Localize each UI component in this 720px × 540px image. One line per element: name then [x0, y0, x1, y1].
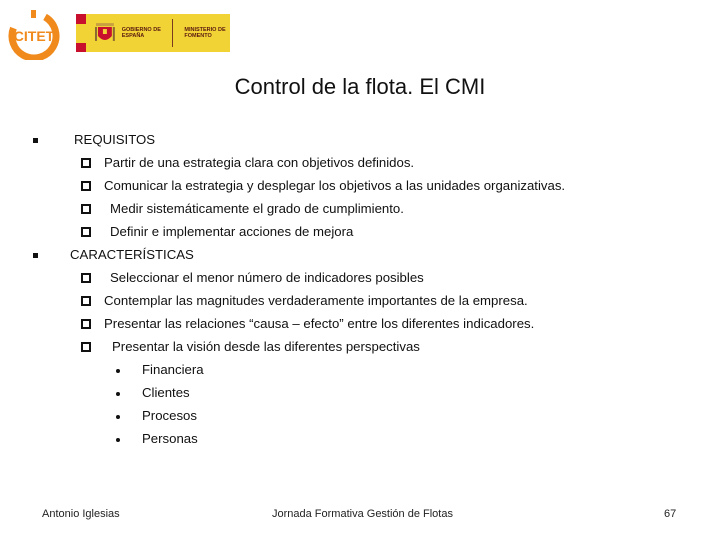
square-bullet-icon [33, 138, 38, 143]
checkbox-bullet-icon [81, 342, 91, 352]
citet-logo-text: CITET [13, 28, 55, 44]
spain-flag-icon [76, 14, 86, 52]
footer-page-number: 67 [664, 508, 677, 520]
round-bullet-icon [116, 438, 120, 442]
round-bullet-icon [116, 369, 120, 373]
checkbox-bullet-icon [81, 158, 91, 168]
checkbox-bullet-icon [81, 319, 91, 329]
round-bullet-icon [116, 392, 120, 396]
gov-text-gobierno: GOBIERNO DE ESPAÑA [121, 27, 161, 39]
slide-title: Control de la flota. El CMI [234, 74, 486, 99]
footer-event: Jornada Formativa Gestión de Flotas [272, 508, 453, 520]
checkbox-bullet-icon [81, 273, 91, 283]
checkbox-bullet-icon [81, 181, 91, 191]
round-bullet-icon [116, 415, 120, 419]
section-label: REQUISITOS [74, 132, 156, 147]
gov-separator [172, 19, 173, 47]
gov-logo [76, 14, 230, 52]
slide: CITET GOBIERNO DE ESPAÑA MINISTERIO DE FOMENTO Control de la flota. El CMI REQUISITOS Partir de una estrategia clara con objetivos definidos. Comunicar la estrategia y desplegar los objetivos a las unidades organizativas. Medir sistemáticamente el grado de cumplimiento. Definir e implementar acciones de mejora CARACTERÍSTICAS Seleccionar el menor número de indicadores posibles Contemplar las magnitudes verdaderamente importantes de la empresa. Presentar las relaciones “causa – efecto” entre los diferentes indicadores. Presentar la visión desde las diferentes perspectivas Financiera Clientes Procesos Personas Antonio Iglesias Jornada Formativa Gestión de Flotas 67 [0, 0, 720, 540]
section-label: CARACTERÍSTICAS [70, 247, 194, 262]
citet-logo [6, 8, 62, 60]
gov-text-ministerio: MINISTERIO DE FOMENTO [184, 27, 226, 39]
checkbox-bullet-icon [81, 204, 91, 214]
checkbox-bullet-icon [81, 296, 91, 306]
footer-author: Antonio Iglesias [42, 508, 120, 520]
coat-of-arms-icon [94, 20, 116, 46]
checkbox-bullet-icon [81, 227, 91, 237]
square-bullet-icon [33, 253, 38, 258]
